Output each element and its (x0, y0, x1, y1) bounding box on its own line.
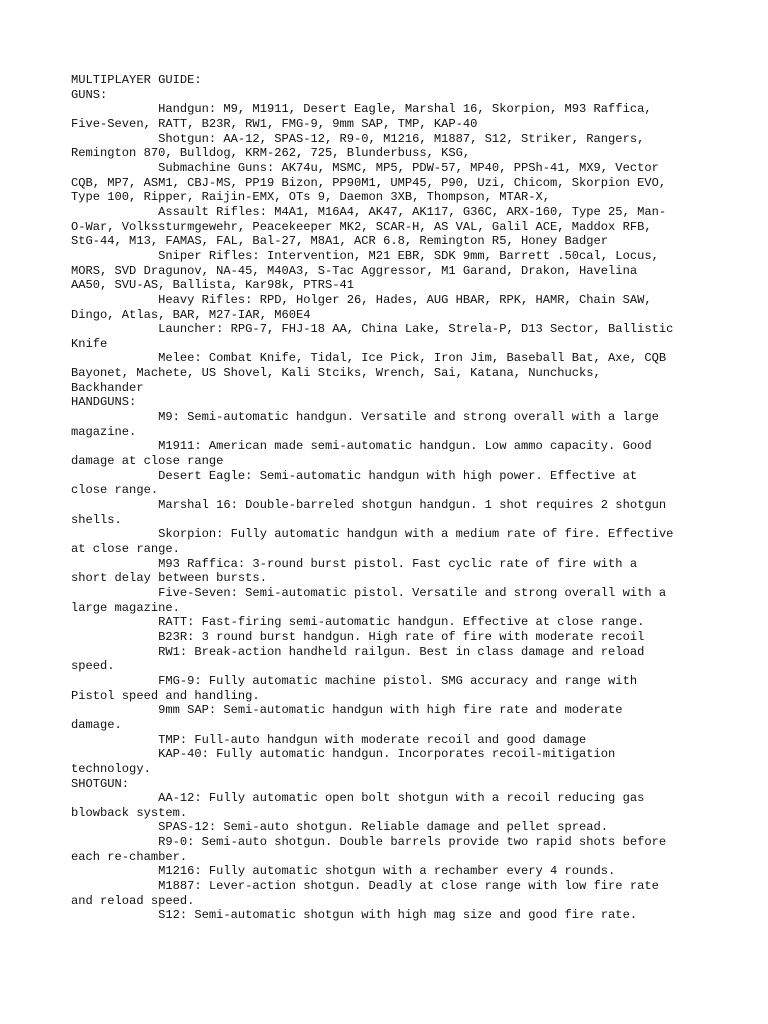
entry-line: TMP: Full-auto handgun with moderate recoil and good damage (71, 732, 587, 747)
entry-line: RW1: Break-action handheld railgun. Best in class damage and reload (71, 644, 645, 659)
entry-line: Submachine Guns: AK74u, MSMC, MP5, PDW-57, MP40, PPSh-41, MX9, Vector (71, 160, 659, 175)
text-line: shells. (71, 512, 122, 527)
text-line: Bayonet, Machete, US Shovel, Kali Stciks, Wrench, Sai, Katana, Nunchucks, (71, 366, 601, 381)
section-heading: SHOTGUN: (71, 776, 130, 791)
entry-line: R9-0: Semi-auto shotgun. Double barrels provide two rapid shots before (71, 835, 667, 850)
text-line: damage. (71, 717, 122, 732)
entry-line: Launcher: RPG-7, FHJ-18 AA, China Lake, Strela-P, D13 Sector, Ballistic (71, 322, 674, 337)
text-line: speed. (71, 659, 115, 674)
entry-line: Assault Rifles: M4A1, M16A4, AK47, AK117, G36C, ARX-160, Type 25, Man- (71, 204, 667, 219)
text-line: close range. (71, 483, 159, 498)
text-line: Knife (71, 336, 108, 351)
entry-line: B23R: 3 round burst handgun. High rate of fire with moderate recoil (71, 629, 645, 644)
entry-line: Five-Seven: Semi-automatic pistol. Versatile and strong overall with a (71, 585, 667, 600)
entry-line: Melee: Combat Knife, Tidal, Ice Pick, Iron Jim, Baseball Bat, Axe, CQB (71, 351, 667, 366)
section-heading: GUNS: (71, 87, 108, 102)
entry-line: M1887: Lever-action shotgun. Deadly at close range with low fire rate (71, 879, 659, 894)
section-heading: HANDGUNS: (71, 395, 137, 410)
entry-line: FMG-9: Fully automatic machine pistol. SMG accuracy and range with (71, 673, 638, 688)
entry-line: RATT: Fast-firing semi-automatic handgun. Effective at close range. (71, 615, 645, 630)
entry-line: 9mm SAP: Semi-automatic handgun with high fire rate and moderate (71, 703, 623, 718)
entry-line: Shotgun: AA-12, SPAS-12, R9-0, M1216, M1887, S12, Striker, Rangers, (71, 131, 645, 146)
entry-line: M9: Semi-automatic handgun. Versatile and strong overall with a large (71, 410, 659, 425)
text-line: MORS, SVD Dragunov, NA-45, M40A3, S-Tac Aggressor, M1 Garand, Drakon, Havelina (71, 263, 638, 278)
text-line: Remington 870, Bulldog, KRM-262, 725, Blunderbuss, KSG, (71, 146, 471, 161)
text-line: Pistol speed and handling. (71, 688, 260, 703)
entry-line: KAP-40: Fully automatic handgun. Incorporates recoil-mitigation (71, 747, 616, 762)
entry-line: SPAS-12: Semi-auto shotgun. Reliable damage and pellet spread. (71, 820, 609, 835)
text-line: Five-Seven, RATT, B23R, RW1, FMG-9, 9mm SAP, TMP, KAP-40 (71, 116, 478, 131)
text-line: Backhander (71, 380, 144, 395)
entry-line: M1216: Fully automatic shotgun with a rechamber every 4 rounds. (71, 864, 616, 879)
entry-line: Marshal 16: Double-barreled shotgun handgun. 1 shot requires 2 shotgun (71, 498, 667, 513)
document-page (71, 73, 701, 923)
entry-line: Desert Eagle: Semi-automatic handgun with high power. Effective at (71, 468, 638, 483)
text-line: blowback system. (71, 805, 188, 820)
entry-line: Handgun: M9, M1911, Desert Eagle, Marshal 16, Skorpion, M93 Raffica, (71, 102, 652, 117)
text-line: damage at close range (71, 454, 224, 469)
text-line: technology. (71, 761, 151, 776)
entry-line: Skorpion: Fully automatic handgun with a medium rate of fire. Effective (71, 527, 674, 542)
text-line: CQB, MP7, ASM1, CBJ-MS, PP19 Bizon, PP90M1, UMP45, P90, Uzi, Chicom, Skorpion EVO, (71, 175, 667, 190)
text-line: short delay between bursts. (71, 571, 267, 586)
document-text-body (71, 73, 701, 923)
text-line: each re-chamber. (71, 849, 188, 864)
entry-line: M93 Raffica: 3-round burst pistol. Fast cyclic rate of fire with a (71, 556, 638, 571)
text-line: StG-44, M13, FAMAS, FAL, Bal-27, M8A1, ACR 6.8, Remington R5, Honey Badger (71, 234, 609, 249)
entry-line: Sniper Rifles: Intervention, M21 EBR, SDK 9mm, Barrett .50cal, Locus, (71, 248, 659, 263)
text-line: and reload speed. (71, 893, 195, 908)
entry-line: S12: Semi-automatic shotgun with high mag size and good fire rate. (71, 908, 638, 923)
text-line: large magazine. (71, 600, 180, 615)
text-line: Dingo, Atlas, BAR, M27-IAR, M60E4 (71, 307, 311, 322)
text-line: Type 100, Ripper, Raijin-EMX, OTs 9, Daemon 3XB, Thompson, MTAR-X, (71, 190, 550, 205)
entry-line: AA-12: Fully automatic open bolt shotgun with a recoil reducing gas (71, 791, 645, 806)
entry-line: M1911: American made semi-automatic handgun. Low ammo capacity. Good (71, 439, 652, 454)
entry-line: Heavy Rifles: RPD, Holger 26, Hades, AUG HBAR, RPK, HAMR, Chain SAW, (71, 292, 652, 307)
text-line: AA50, SVU-AS, Ballista, Kar98k, PTRS-41 (71, 278, 355, 293)
text-line: magazine. (71, 424, 137, 439)
text-line: at close range. (71, 542, 180, 556)
section-heading: MULTIPLAYER GUIDE: (71, 73, 202, 87)
text-line: O-War, Volkssturmgewehr, Peacekeeper MK2, SCAR-H, AS VAL, Galil ACE, Maddox RFB, (71, 219, 652, 234)
